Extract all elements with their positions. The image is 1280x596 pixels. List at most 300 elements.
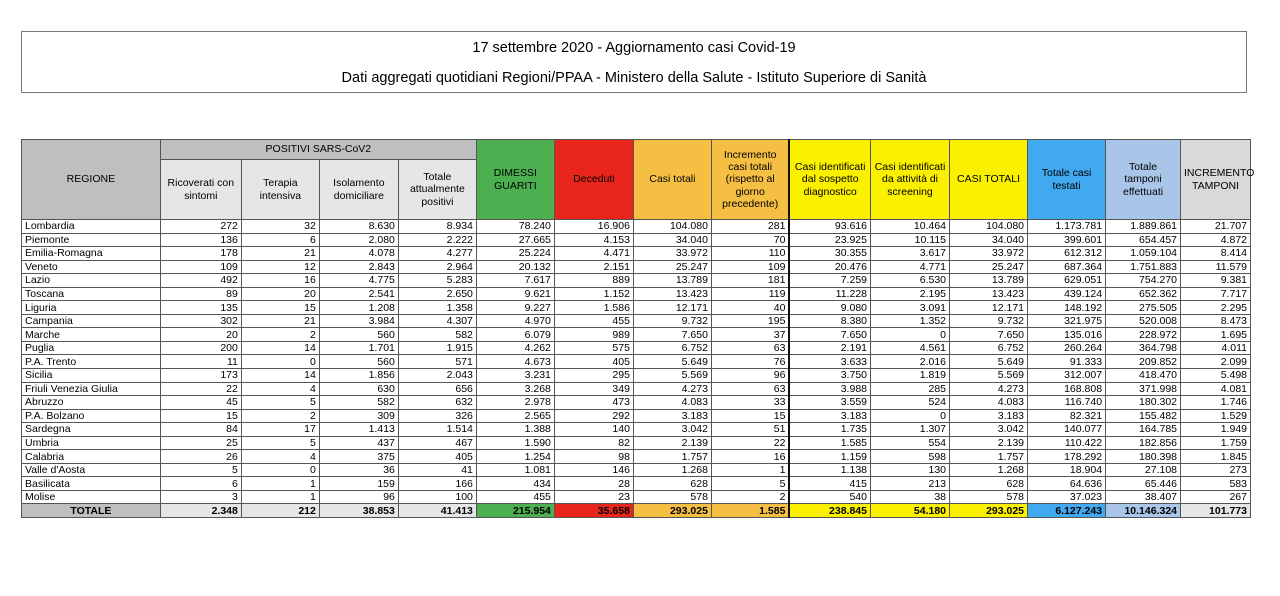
table-cell: 6.752	[633, 341, 711, 355]
table-cell: 3.231	[476, 369, 554, 383]
table-cell: 2.222	[398, 233, 476, 247]
table-cell: 228.972	[1106, 328, 1181, 342]
table-cell: 76	[711, 355, 789, 369]
table-cell: 434	[476, 477, 554, 491]
total-cell: 212	[241, 504, 319, 518]
table-cell: 439.124	[1028, 287, 1106, 301]
table-cell: 612.312	[1028, 247, 1106, 261]
table-cell: 5.569	[950, 369, 1028, 383]
table-cell: 28	[554, 477, 633, 491]
table-cell: 1.352	[871, 314, 950, 328]
cell-regione: Umbria	[22, 436, 161, 450]
table-row	[22, 274, 1251, 288]
table-row	[22, 341, 1251, 355]
table-cell: 6.752	[950, 341, 1028, 355]
table-cell: 38.407	[1106, 490, 1181, 504]
table-cell: 1.173.781	[1028, 220, 1106, 234]
table-cell: 5	[241, 396, 319, 410]
table-row	[22, 220, 1251, 234]
table-cell: 1.413	[319, 423, 398, 437]
table-cell: 5.649	[950, 355, 1028, 369]
table-cell: 754.270	[1106, 274, 1181, 288]
header-casi-totali-caps: CASI TOTALI	[950, 140, 1028, 220]
cell-regione: Lazio	[22, 274, 161, 288]
table-cell: 12.171	[633, 301, 711, 315]
table-cell: 598	[871, 450, 950, 464]
header-isolamento: Isolamento domiciliare	[319, 160, 398, 220]
total-cell: 2.348	[160, 504, 241, 518]
table-cell: 5.649	[633, 355, 711, 369]
table-row	[22, 314, 1251, 328]
header-ricoverati: Ricoverati con sintomi	[160, 160, 241, 220]
table-cell: 91.333	[1028, 355, 1106, 369]
table-cell: 4.083	[633, 396, 711, 410]
table-cell: 148.192	[1028, 301, 1106, 315]
table-cell: 2.099	[1181, 355, 1251, 369]
table-cell: 22	[160, 382, 241, 396]
table-cell: 16	[711, 450, 789, 464]
table-cell: 173	[160, 369, 241, 383]
table-row	[22, 260, 1251, 274]
table-cell: 889	[554, 274, 633, 288]
table-cell: 583	[1181, 477, 1251, 491]
table-row	[22, 287, 1251, 301]
table-cell: 27.665	[476, 233, 554, 247]
table-cell: 4.273	[950, 382, 1028, 396]
table-cell: 10.115	[871, 233, 950, 247]
table-cell: 70	[711, 233, 789, 247]
cell-regione: Emilia-Romagna	[22, 247, 161, 261]
total-cell: 6.127.243	[1028, 504, 1106, 518]
table-cell: 20.132	[476, 260, 554, 274]
table-cell: 33.972	[633, 247, 711, 261]
table-cell: 4.153	[554, 233, 633, 247]
table-cell: 321.975	[1028, 314, 1106, 328]
table-cell: 281	[711, 220, 789, 234]
table-cell: 399.601	[1028, 233, 1106, 247]
table-cell: 12	[241, 260, 319, 274]
table-cell: 2.650	[398, 287, 476, 301]
total-cell: 38.853	[319, 504, 398, 518]
table-cell: 98	[554, 450, 633, 464]
cell-regione: Valle d'Aosta	[22, 463, 161, 477]
table-cell: 4	[241, 382, 319, 396]
table-cell: 630	[319, 382, 398, 396]
table-cell: 8.473	[1181, 314, 1251, 328]
table-cell: 9.227	[476, 301, 554, 315]
table-cell: 520.008	[1106, 314, 1181, 328]
table-cell: 9.732	[950, 314, 1028, 328]
table-cell: 1.949	[1181, 423, 1251, 437]
table-cell: 8.630	[319, 220, 398, 234]
table-cell: 33	[711, 396, 789, 410]
table-cell: 1.590	[476, 436, 554, 450]
cell-regione: Sicilia	[22, 369, 161, 383]
table-cell: 2.295	[1181, 301, 1251, 315]
table-cell: 4.078	[319, 247, 398, 261]
table-cell: 51	[711, 423, 789, 437]
table-cell: 1.746	[1181, 396, 1251, 410]
table-cell: 4.083	[950, 396, 1028, 410]
table-row	[22, 328, 1251, 342]
table-cell: 2.080	[319, 233, 398, 247]
total-cell: 35.658	[554, 504, 633, 518]
cell-regione: Abruzzo	[22, 396, 161, 410]
table-cell: 17	[241, 423, 319, 437]
report-subtitle: Dati aggregati quotidiani Regioni/PPAA - Ministero della Salute - Istituto Superiore di Sanità	[341, 70, 927, 86]
table-row	[22, 233, 1251, 247]
table-cell: 0	[241, 463, 319, 477]
table-cell: 168.808	[1028, 382, 1106, 396]
table-cell: 4.673	[476, 355, 554, 369]
table-cell: 302	[160, 314, 241, 328]
table-cell: 5	[711, 477, 789, 491]
table-cell: 3.042	[633, 423, 711, 437]
table-cell: 2	[241, 409, 319, 423]
table-cell: 82	[554, 436, 633, 450]
table-cell: 4.771	[871, 260, 950, 274]
table-cell: 309	[319, 409, 398, 423]
table-cell: 135.016	[1028, 328, 1106, 342]
table-row	[22, 355, 1251, 369]
header-casi-screening: Casi identificati da attività di screening	[871, 140, 950, 220]
header-terapia-intensiva: Terapia intensiva	[241, 160, 319, 220]
table-cell: 7.717	[1181, 287, 1251, 301]
header-casi-sospetto-diagnostico: Casi identificati dal sospetto diagnostico	[789, 140, 870, 220]
table-cell: 13.423	[950, 287, 1028, 301]
table-cell: 21	[241, 314, 319, 328]
table-cell: 3.988	[789, 382, 870, 396]
table-cell: 20	[160, 328, 241, 342]
table-cell: 34.040	[633, 233, 711, 247]
table-cell: 405	[554, 355, 633, 369]
table-cell: 4.872	[1181, 233, 1251, 247]
table-cell: 628	[950, 477, 1028, 491]
table-cell: 2.843	[319, 260, 398, 274]
table-cell: 181	[711, 274, 789, 288]
table-cell: 9.732	[633, 314, 711, 328]
table-cell: 582	[398, 328, 476, 342]
cell-regione: P.A. Bolzano	[22, 409, 161, 423]
table-cell: 415	[789, 477, 870, 491]
table-cell: 582	[319, 396, 398, 410]
table-cell: 15	[241, 301, 319, 315]
table-row	[22, 382, 1251, 396]
table-row	[22, 436, 1251, 450]
table-cell: 1.159	[789, 450, 870, 464]
table-cell: 654.457	[1106, 233, 1181, 247]
table-cell: 8.380	[789, 314, 870, 328]
table-cell: 1.514	[398, 423, 476, 437]
table-cell: 3.042	[950, 423, 1028, 437]
table-cell: 1.701	[319, 341, 398, 355]
table-cell: 492	[160, 274, 241, 288]
table-cell: 632	[398, 396, 476, 410]
cell-regione: Molise	[22, 490, 161, 504]
table-cell: 3.984	[319, 314, 398, 328]
table-cell: 292	[554, 409, 633, 423]
table-cell: 78.240	[476, 220, 554, 234]
table-cell: 3	[160, 490, 241, 504]
header-casi-totali: Casi totali	[633, 140, 711, 220]
table-cell: 1.819	[871, 369, 950, 383]
table-cell: 155.482	[1106, 409, 1181, 423]
table-cell: 7.650	[950, 328, 1028, 342]
table-cell: 1.695	[1181, 328, 1251, 342]
table-cell: 4.277	[398, 247, 476, 261]
table-cell: 1.751.883	[1106, 260, 1181, 274]
header-incremento-casi: Incremento casi totali (rispetto al giorno precedente)	[711, 140, 789, 220]
table-cell: 7.650	[633, 328, 711, 342]
table-cell: 15	[711, 409, 789, 423]
header-deceduti: Deceduti	[554, 140, 633, 220]
table-cell: 3.183	[789, 409, 870, 423]
cell-regione: Puglia	[22, 341, 161, 355]
table-cell: 349	[554, 382, 633, 396]
table-cell: 140.077	[1028, 423, 1106, 437]
table-cell: 273	[1181, 463, 1251, 477]
table-cell: 9.381	[1181, 274, 1251, 288]
table-cell: 560	[319, 355, 398, 369]
table-cell: 5	[241, 436, 319, 450]
table-cell: 110.422	[1028, 436, 1106, 450]
report-title: 17 settembre 2020 - Aggiornamento casi Covid-19	[472, 40, 796, 56]
table-cell: 4.307	[398, 314, 476, 328]
table-cell: 3.091	[871, 301, 950, 315]
total-row	[22, 504, 1251, 518]
table-cell: 84	[160, 423, 241, 437]
table-cell: 371.998	[1106, 382, 1181, 396]
table-cell: 96	[711, 369, 789, 383]
table-cell: 1	[241, 490, 319, 504]
table-cell: 3.750	[789, 369, 870, 383]
table-cell: 104.080	[633, 220, 711, 234]
table-cell: 23.925	[789, 233, 870, 247]
table-cell: 119	[711, 287, 789, 301]
table-cell: 1.208	[319, 301, 398, 315]
table-cell: 652.362	[1106, 287, 1181, 301]
table-cell: 21.707	[1181, 220, 1251, 234]
table-cell: 0	[871, 328, 950, 342]
table-cell: 18.904	[1028, 463, 1106, 477]
table-cell: 455	[476, 490, 554, 504]
table-cell: 82.321	[1028, 409, 1106, 423]
table-cell: 25	[160, 436, 241, 450]
table-cell: 4.262	[476, 341, 554, 355]
table-cell: 20.476	[789, 260, 870, 274]
cell-regione: Liguria	[22, 301, 161, 315]
table-cell: 1	[711, 463, 789, 477]
table-cell: 1.915	[398, 341, 476, 355]
table-cell: 4	[241, 450, 319, 464]
table-cell: 178	[160, 247, 241, 261]
table-cell: 93.616	[789, 220, 870, 234]
table-cell: 178.292	[1028, 450, 1106, 464]
table-cell: 2	[711, 490, 789, 504]
table-cell: 1.845	[1181, 450, 1251, 464]
table-cell: 1.254	[476, 450, 554, 464]
table-cell: 21	[241, 247, 319, 261]
table-cell: 12.171	[950, 301, 1028, 315]
table-cell: 136	[160, 233, 241, 247]
table-cell: 140	[554, 423, 633, 437]
table-row	[22, 463, 1251, 477]
table-cell: 6	[241, 233, 319, 247]
cell-regione: Campania	[22, 314, 161, 328]
table-cell: 4.561	[871, 341, 950, 355]
table-cell: 164.785	[1106, 423, 1181, 437]
table-cell: 455	[554, 314, 633, 328]
table-cell: 30.355	[789, 247, 870, 261]
table-cell: 4.081	[1181, 382, 1251, 396]
table-cell: 40	[711, 301, 789, 315]
table-cell: 209.852	[1106, 355, 1181, 369]
total-cell: 10.146.324	[1106, 504, 1181, 518]
table-row	[22, 247, 1251, 261]
header-incremento-tamponi: INCREMENTO TAMPONI	[1181, 140, 1251, 220]
table-cell: 200	[160, 341, 241, 355]
table-cell: 1.268	[633, 463, 711, 477]
table-cell: 326	[398, 409, 476, 423]
covid-data-table	[21, 139, 1255, 518]
table-cell: 41	[398, 463, 476, 477]
table-cell: 15	[160, 409, 241, 423]
table-cell: 100	[398, 490, 476, 504]
table-cell: 5	[160, 463, 241, 477]
table-cell: 14	[241, 341, 319, 355]
table-cell: 1.889.861	[1106, 220, 1181, 234]
table-cell: 2.139	[633, 436, 711, 450]
table-cell: 524	[871, 396, 950, 410]
table-cell: 4.011	[1181, 341, 1251, 355]
table-cell: 8.934	[398, 220, 476, 234]
table-cell: 687.364	[1028, 260, 1106, 274]
total-cell: 1.585	[711, 504, 789, 518]
table-cell: 285	[871, 382, 950, 396]
cell-regione: Piemonte	[22, 233, 161, 247]
table-cell: 22	[711, 436, 789, 450]
table-cell: 38	[871, 490, 950, 504]
table-cell: 2.043	[398, 369, 476, 383]
table-cell: 9.621	[476, 287, 554, 301]
table-cell: 20	[241, 287, 319, 301]
table-cell: 11.228	[789, 287, 870, 301]
table-cell: 13.789	[633, 274, 711, 288]
table-cell: 6.079	[476, 328, 554, 342]
table-cell: 260.264	[1028, 341, 1106, 355]
table-cell: 3.559	[789, 396, 870, 410]
cell-regione: Marche	[22, 328, 161, 342]
table-cell: 6	[160, 477, 241, 491]
cell-regione: Veneto	[22, 260, 161, 274]
table-cell: 3.183	[950, 409, 1028, 423]
table-cell: 159	[319, 477, 398, 491]
table-row	[22, 450, 1251, 464]
table-cell: 65.446	[1106, 477, 1181, 491]
total-cell: 54.180	[871, 504, 950, 518]
table-cell: 7.617	[476, 274, 554, 288]
table-cell: 23	[554, 490, 633, 504]
cell-regione: Sardegna	[22, 423, 161, 437]
table-row	[22, 301, 1251, 315]
table-cell: 146	[554, 463, 633, 477]
table-cell: 2.565	[476, 409, 554, 423]
table-cell: 1.388	[476, 423, 554, 437]
table-cell: 2.139	[950, 436, 1028, 450]
table-cell: 63	[711, 341, 789, 355]
cell-regione: Calabria	[22, 450, 161, 464]
table-cell: 10.464	[871, 220, 950, 234]
table-cell: 5.498	[1181, 369, 1251, 383]
header-regione: REGIONE	[22, 140, 161, 220]
total-cell: 293.025	[950, 504, 1028, 518]
table-cell: 2.964	[398, 260, 476, 274]
table-cell: 34.040	[950, 233, 1028, 247]
cell-regione: Friuli Venezia Giulia	[22, 382, 161, 396]
table-cell: 8.414	[1181, 247, 1251, 261]
table-cell: 628	[633, 477, 711, 491]
table-cell: 45	[160, 396, 241, 410]
table-cell: 64.636	[1028, 477, 1106, 491]
table-row	[22, 409, 1251, 423]
table-cell: 16.906	[554, 220, 633, 234]
table-cell: 109	[711, 260, 789, 274]
table-cell: 2.016	[871, 355, 950, 369]
table-cell: 110	[711, 247, 789, 261]
table-cell: 195	[711, 314, 789, 328]
table-cell: 25.247	[633, 260, 711, 274]
table-cell: 2	[241, 328, 319, 342]
table-cell: 2.541	[319, 287, 398, 301]
table-cell: 104.080	[950, 220, 1028, 234]
table-cell: 1.529	[1181, 409, 1251, 423]
table-cell: 575	[554, 341, 633, 355]
table-cell: 4.775	[319, 274, 398, 288]
report-title-box	[21, 31, 1247, 93]
table-cell: 9.080	[789, 301, 870, 315]
table-cell: 2.191	[789, 341, 870, 355]
table-cell: 560	[319, 328, 398, 342]
total-cell: 101.773	[1181, 504, 1251, 518]
table-row	[22, 490, 1251, 504]
table-cell: 96	[319, 490, 398, 504]
table-cell: 32	[241, 220, 319, 234]
table-cell: 1.757	[950, 450, 1028, 464]
table-cell: 4.471	[554, 247, 633, 261]
cell-regione: Basilicata	[22, 477, 161, 491]
table-row	[22, 477, 1251, 491]
table-cell: 109	[160, 260, 241, 274]
table-cell: 3.268	[476, 382, 554, 396]
table-cell: 36	[319, 463, 398, 477]
table-cell: 0	[241, 355, 319, 369]
table-cell: 4.970	[476, 314, 554, 328]
table-cell: 33.972	[950, 247, 1028, 261]
table-cell: 437	[319, 436, 398, 450]
table-cell: 180.302	[1106, 396, 1181, 410]
table-cell: 989	[554, 328, 633, 342]
cell-regione: Toscana	[22, 287, 161, 301]
table-cell: 2.195	[871, 287, 950, 301]
table-row	[22, 423, 1251, 437]
cell-regione: Lombardia	[22, 220, 161, 234]
table-cell: 571	[398, 355, 476, 369]
table-cell: 1.307	[871, 423, 950, 437]
table-cell: 578	[950, 490, 1028, 504]
table-cell: 5.283	[398, 274, 476, 288]
table-cell: 5.569	[633, 369, 711, 383]
table-cell: 375	[319, 450, 398, 464]
